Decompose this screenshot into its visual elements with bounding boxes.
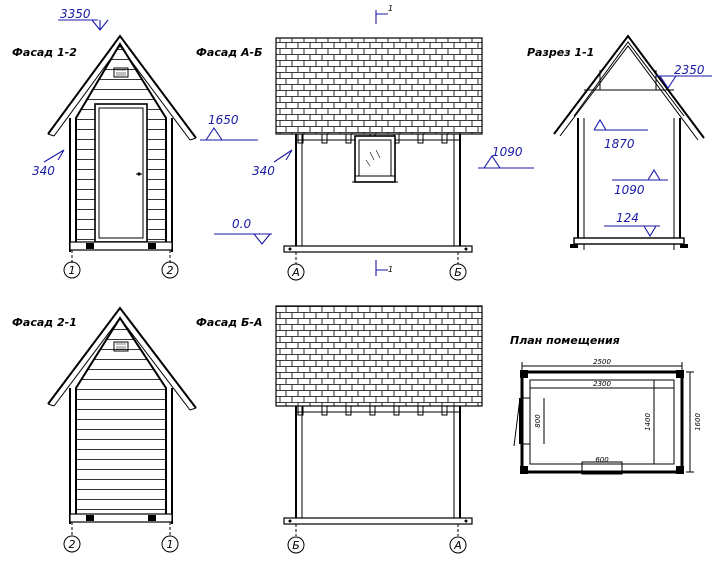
plan-dim-opening: 600: [595, 456, 609, 464]
floor-plan-view: [510, 334, 702, 474]
facade-a-b-title: Фасад А-Б: [196, 46, 263, 59]
facade-a-b-view: [196, 4, 482, 280]
elevation-ridge-section: 2350: [674, 63, 705, 77]
plan-dim-door: 800: [534, 414, 542, 428]
facade-2-1-title: Фасад 2-1: [12, 316, 77, 329]
facade-b-a-title: Фасад Б-А: [196, 316, 263, 329]
plan-dim-inner-width: 2300: [593, 380, 611, 388]
roof-shingles: [276, 38, 482, 134]
eave-brackets-rear: [298, 406, 447, 415]
facade-1-2-title: Фасад 1-2: [12, 46, 77, 59]
elevation-ceiling-section: 1870: [604, 137, 635, 151]
elevation-eave-marker: [200, 113, 258, 140]
roof-shingles-rear: [276, 306, 482, 406]
floor-plan-title: План помещения: [510, 334, 620, 347]
facade-1-2-view: [12, 7, 196, 278]
elevation-floor-section: 124: [616, 211, 639, 225]
facade-2-1-view: [12, 308, 196, 552]
plan-dim-depth: 1600: [694, 413, 702, 431]
svg-text:1090: 1090: [492, 145, 523, 159]
elevation-plinth-ab: 340: [252, 164, 275, 178]
window: [355, 136, 395, 182]
section-mark-top: 1: [388, 4, 394, 13]
section-1-1-view: [527, 36, 712, 250]
svg-text:А: А: [454, 539, 462, 552]
plan-dim-outer-width: 2500: [593, 358, 611, 366]
elevation-ground: 0.0: [232, 217, 252, 231]
facade-b-a-view: [196, 306, 482, 553]
svg-text:1: 1: [68, 264, 76, 277]
svg-text:1650: 1650: [208, 113, 239, 127]
plan-dim-inner-depth: 1400: [644, 413, 652, 431]
section-1-1-title: Разрез 1-1: [527, 46, 595, 59]
svg-text:2: 2: [166, 264, 174, 277]
elevation-plinth: 340: [32, 164, 55, 178]
elevation-window-marker: [478, 145, 534, 168]
svg-text:Б: Б: [454, 266, 462, 279]
elevation-window-section: 1090: [614, 183, 645, 197]
svg-text:А: А: [292, 266, 300, 279]
elevation-ridge: 3350: [60, 7, 91, 21]
svg-text:2: 2: [68, 538, 76, 551]
section-mark-bottom: 1: [388, 265, 394, 274]
svg-text:1: 1: [166, 538, 174, 551]
svg-text:Б: Б: [292, 539, 300, 552]
